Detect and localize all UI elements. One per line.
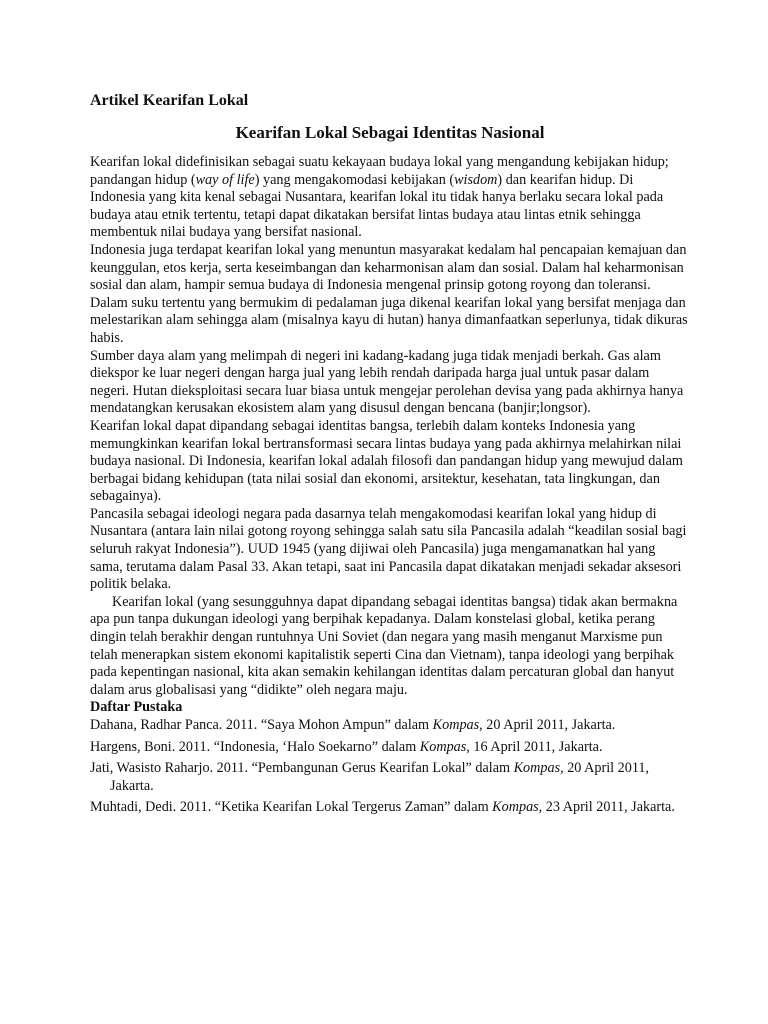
- reference-publication: Kompas: [513, 760, 561, 777]
- reference-citation: Hargens, Boni. 2011. “Indonesia, ‘Halo Soekarno” dalam: [90, 738, 420, 755]
- italic-term: wisdom: [454, 171, 498, 188]
- reference-publication: Kompas: [419, 738, 467, 755]
- reference-citation: Jati, Wasisto Raharjo. 2011. “Pembangunan Gerus Kearifan Lokal” dalam: [90, 760, 514, 777]
- article-paragraph: [90, 242, 690, 348]
- paragraph-text: Kearifan lokal dapat dipandang sebagai identitas bangsa, terlebih dalam konteks Indonesia yang memungkinkan kearifan lokal bertransformasi secara lintas budaya yang pada akhirnya melahirkan nilai budaya nasional. Di Indonesia, kearifan lokal adalah filosofi dan pandangan hidup yang mewujud dalam berbagai bidang kehidupan (tata nilai sosial dan ekonomi, arsitektur, kesehatan, tata lingkungan, dan sebagainya).: [90, 417, 683, 505]
- document-title: Kearifan Lokal Sebagai Identitas Nasional: [235, 123, 545, 142]
- reference-date-place: , 20 April 2011, Jakarta.: [110, 760, 650, 794]
- reference-publication: Kompas,: [492, 799, 543, 816]
- reference-item: [90, 760, 690, 795]
- article-paragraph: [90, 418, 690, 506]
- reference-citation: Muhtadi, Dedi. 2011. “Ketika Kearifan Lokal Tergerus Zaman” dalam: [90, 799, 493, 816]
- references-heading: Daftar Pustaka: [90, 699, 183, 716]
- paragraph-text: ) yang mengakomodasi kebijakan (: [254, 171, 455, 188]
- reference-citation: Dahana, Radhar Panca. 2011. “Saya Mohon Ampun” dalam: [90, 717, 433, 733]
- paragraph-text: Indonesia juga terdapat kearifan lokal yang menuntun masyarakat kedalam hal pencapaian kemajuan dan keunggulan, etos kerja, serta keseimbangan dan keharmonisan alam dan sosial. Dalam hal keharmonisan sosial dan alam, hampir semua budaya di Indonesia mengenal prinsip gotong royong dan toleransi. Dalam suku tertentu yang bermukim di pedalaman juga dikenal kearifan lokal yang bersifat menjaga dan melestarikan alam sehingga alam (misalnya kayu di hutan) hanya dimanfaatkan seperlunya, tidak dikuras habis.: [90, 241, 688, 346]
- article-paragraph: [90, 506, 690, 594]
- paragraph-text: Sumber daya alam yang melimpah di negeri ini kadang-kadang juga tidak menjadi berkah. Gas alam diekspor ke luar negeri dengan harga jual yang lebih rendah daripada harga jual untuk pasar dalam negeri. Hutan dieksploitasi secara luar biasa untuk mengejar perolehan devisa yang pada akhirnya hanya mendatangkan kerusakan ekosistem alam yang disusul dengan bencana (banjir;longsor).: [90, 347, 684, 417]
- references-list: [90, 717, 690, 817]
- paragraph-text: Kearifan lokal didefinisikan sebagai suatu kekayaan budaya lokal yang mengandung kebijakan hidup; pandangan hidup (: [90, 154, 669, 188]
- reference-date-place: , 16 April 2011, Jakarta.: [466, 738, 603, 755]
- paragraph-text: ) dan kearifan hidup. Di Indonesia yang kita kenal sebagai Nusantara, kearifan lokal itu tidak hanya berlaku secara lokal pada budaya atau etnik tertentu, tetapi dapat dikatakan bersifat lintas budaya atau lintas etnik sehingga membentuk nilai budaya yang bersifat nasional.: [90, 171, 664, 241]
- article-body: [90, 154, 690, 699]
- document-label: Artikel Kearifan Lokal: [90, 92, 249, 109]
- italic-term: way of life: [195, 171, 255, 188]
- reference-item: [90, 739, 690, 757]
- reference-item: [90, 799, 690, 817]
- reference-date-place: , 20 April 2011, Jakarta.: [479, 717, 616, 733]
- reference-item: [90, 717, 690, 735]
- article-paragraph: [90, 154, 690, 242]
- paragraph-text: Pancasila sebagai ideologi negara pada dasarnya telah mengakomodasi kearifan lokal yang hidup di Nusantara (antara lain nilai gotong royong sehingga salah satu sila Pancasila adalah “keadilan sosial bagi seluruh rakyat Indonesia”). UUD 1945 (yang dijiwai oleh Pancasila) juga mengamanatkan hal yang sama, terutama dalam Pasal 33. Akan tetapi, saat ini Pancasila dapat dikatakan menjadi sekadar aksesori politik belaka.: [90, 505, 687, 593]
- reference-date-place: 23 April 2011, Jakarta.: [542, 799, 675, 816]
- article-paragraph: [90, 348, 690, 418]
- reference-publication: Kompas: [432, 717, 480, 733]
- paragraph-text: Kearifan lokal (yang sesungguhnya dapat dipandang sebagai identitas bangsa) tidak akan bermakna apa pun tanpa dukungan ideologi yang berpihak kepadanya. Dalam konstelasi global, ketika perang dingin telah berakhir dengan runtuhnya Uni Soviet (dan negara yang masih menganut Marxisme pun telah menerapkan sistem ekonomi kapitalistik seperti Cina dan Vietnam), tanpa ideologi yang berpihak pada kepentingan nasional, kita akan semakin kehilangan identitas dalam percaturan global dan hanyut dalam arus globalisasi yang “didikte” oleh negara maju.: [90, 593, 678, 698]
- document-page: [90, 91, 690, 817]
- article-paragraph: [90, 594, 690, 700]
